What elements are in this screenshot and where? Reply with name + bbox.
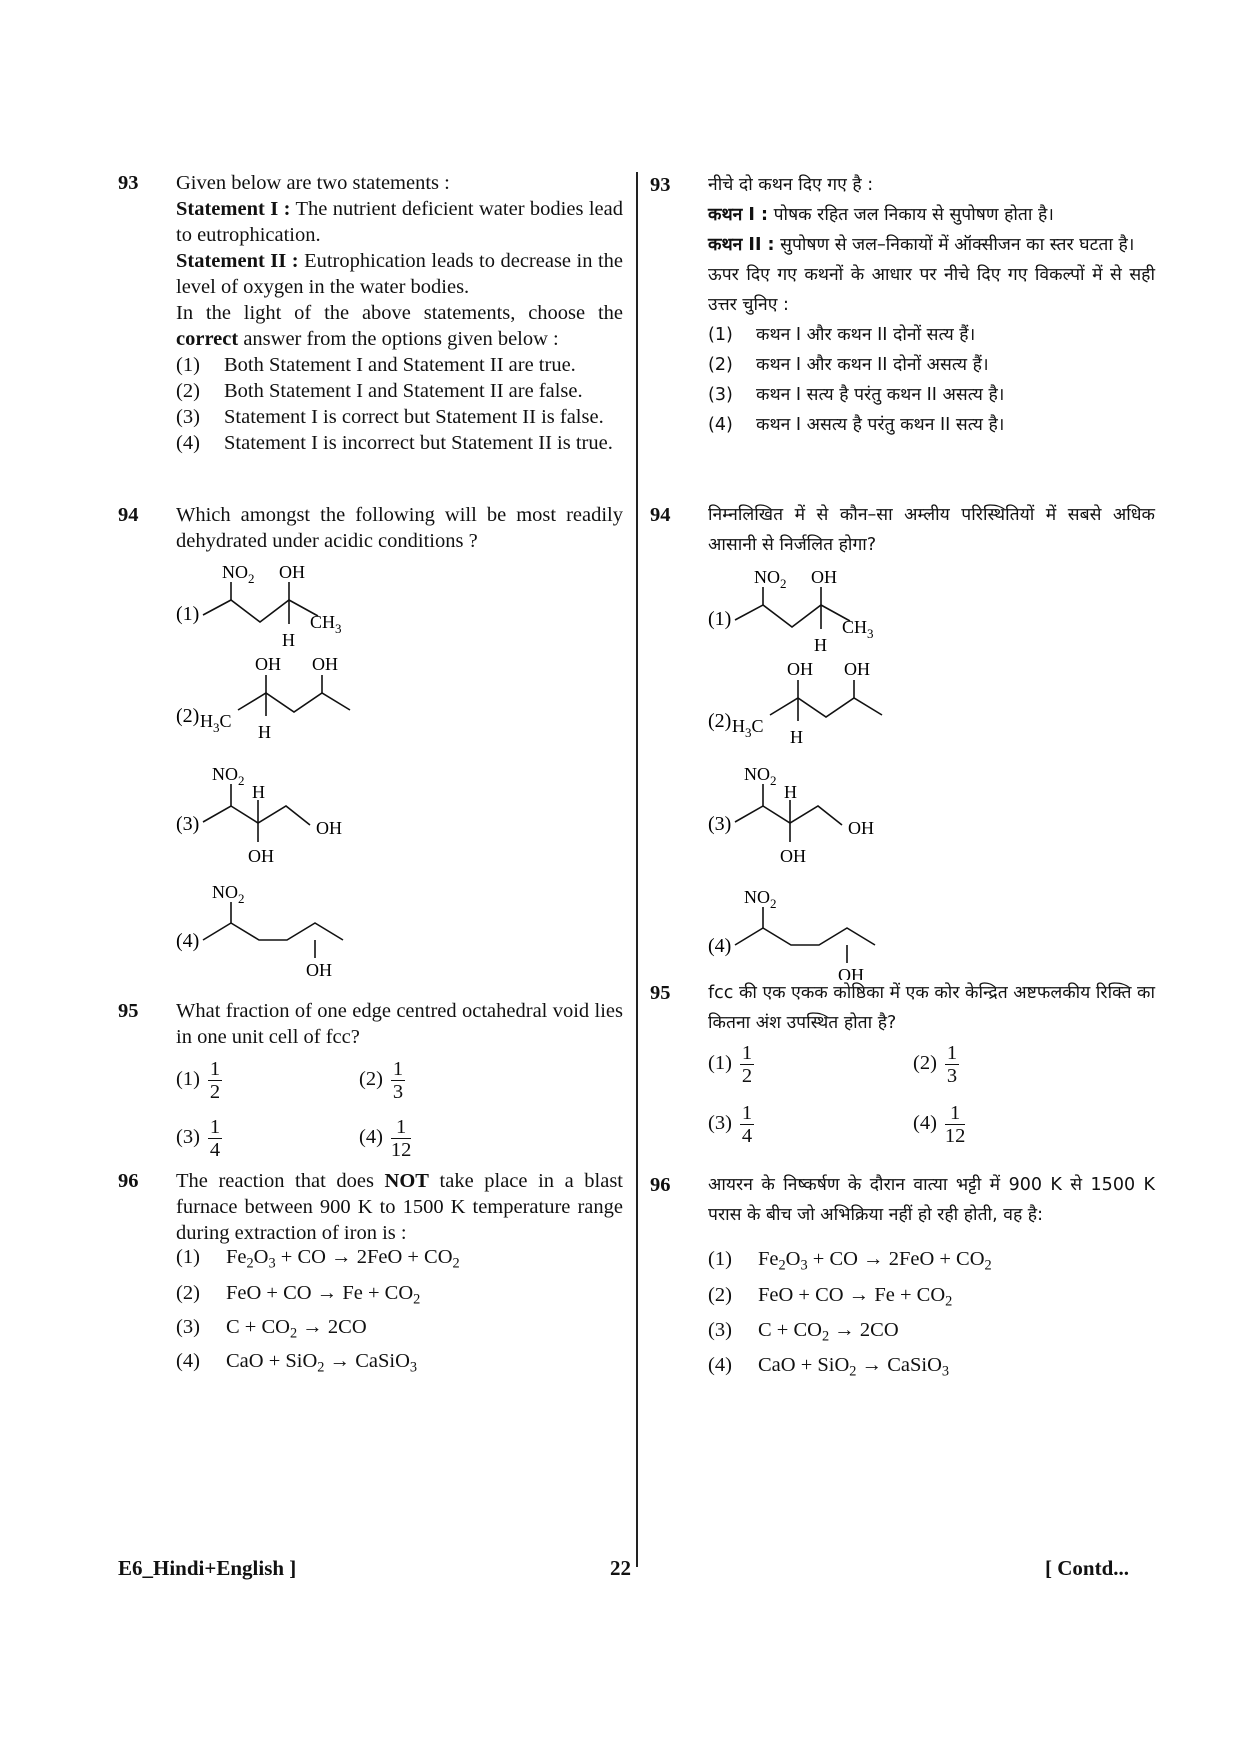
svg-text:OH: OH: [248, 846, 274, 866]
structure-4[interactable]: [708, 887, 875, 980]
question-number: 95: [650, 982, 671, 1004]
structure-1[interactable]: [708, 567, 874, 655]
question-number: 94: [650, 504, 671, 526]
reaction-option-4[interactable]: (4) CaO + SiO$_2$ → CaSiO$_3$: [708, 1354, 950, 1380]
option-1[interactable]: (1) $\frac{1}{2}$: [176, 1058, 221, 1103]
structure-1[interactable]: [176, 562, 342, 650]
option-4[interactable]: (4) कथन I असत्य है परंतु कथन II सत्य है।: [708, 415, 1005, 435]
svg-text:H: H: [784, 782, 797, 802]
option-1[interactable]: (1) $\frac{1}{2}$: [708, 1042, 753, 1087]
svg-text:H: H: [814, 635, 827, 655]
question-number: 96: [118, 1170, 139, 1192]
question-stem: What fraction of one edge centred octahedral void lies in one unit cell of fcc?: [176, 1000, 623, 1048]
reaction-equation: FeO + CO → $Fe + CO_2$: [226, 1282, 421, 1308]
option-1[interactable]: (1) कथन I और कथन II दोनों सत्य हैं।: [708, 325, 976, 345]
svg-text:OH: OH: [306, 960, 332, 980]
question-number: 95: [118, 1000, 139, 1022]
svg-text:NO2: $NO_2$: [754, 567, 787, 591]
option-3[interactable]: (3) $\frac{1}{4}$: [708, 1102, 753, 1147]
svg-text:OH: OH: [811, 567, 837, 587]
svg-text:(1): (1): [708, 608, 732, 630]
question-stem: The reaction that does NOT take place in a blast furnace between 900 K to 1500 K temperature range during extraction of iron is :: [176, 1170, 623, 1244]
option-1[interactable]: (1) Both Statement I and Statement II are true.: [176, 354, 576, 376]
svg-text:(1): (1): [176, 603, 200, 625]
option-4[interactable]: (4) $\frac{1}{12}$: [359, 1116, 412, 1161]
svg-text:OH: OH: [844, 659, 870, 679]
option-2[interactable]: (2) $\frac{1}{3}$: [913, 1042, 958, 1087]
reaction-equation: $Fe_2O_3$ + CO → $2FeO + CO_2$: [226, 1246, 460, 1272]
svg-text:(2): (2): [176, 705, 200, 727]
svg-text:(4): (4): [176, 930, 200, 952]
question-stem: Given below are two statements :: [176, 172, 450, 194]
svg-text:NO2: $NO_2$: [212, 882, 245, 906]
reaction-option-2[interactable]: (2) FeO + CO → $Fe + CO_2$: [708, 1284, 953, 1310]
svg-text:CH3: $CH_3$: [842, 617, 874, 641]
reaction-equation: $C + CO_2 \to 2CO$: [226, 1316, 367, 1342]
svg-text:(2): (2): [708, 710, 732, 732]
structure-2[interactable]: [708, 659, 882, 747]
svg-text:H: H: [258, 722, 271, 742]
question-stem: आयरन के निष्कर्षण के दौरान वात्या भट्टी में 900 K से 1500 K परास के बीच जो अभिक्रिया नहीं हो रही होती, वह है:: [708, 1175, 1155, 1225]
option-3[interactable]: (3) $\frac{1}{4}$: [176, 1116, 221, 1161]
statement-2: Statement II : Eutrophication leads to decrease in the level of oxygen in the water bodies.: [176, 250, 624, 298]
svg-text:(4): (4): [708, 935, 732, 957]
reaction-option-1[interactable]: (1) $Fe_2O_3$ + CO → $2FeO + CO_2$: [176, 1246, 460, 1272]
svg-text:OH: OH: [787, 659, 813, 679]
svg-text:OH: OH: [279, 562, 305, 582]
question-number: 96: [650, 1174, 671, 1196]
question-stem: निम्नलिखित में से कौन–सा अम्लीय परिस्थितियों में सबसे अधिक आसानी से निर्जलित होगा?: [708, 505, 1155, 555]
instruction: ऊपर दिए गए कथनों के आधार पर नीचे दिए गए विकल्पों में से सही उत्तर चुनिए :: [708, 265, 1155, 315]
reaction-option-4[interactable]: (4) CaO + SiO$_2$ → CaSiO$_3$: [176, 1350, 418, 1376]
reaction-equation: $C + CO_2 \to 2CO$: [758, 1319, 899, 1345]
footer-contd: [ Contd...: [1045, 1556, 1130, 1580]
option-2[interactable]: (2) $\frac{1}{3}$: [359, 1058, 404, 1103]
svg-text:OH: OH: [838, 965, 864, 980]
svg-text:OH: OH: [780, 846, 806, 866]
svg-text:OH: OH: [255, 654, 281, 674]
statement-1: Statement I : The nutrient deficient water bodies lead to eutrophication.: [176, 198, 623, 246]
fraction-options-en: [176, 1058, 623, 1178]
structure-4[interactable]: [176, 882, 343, 980]
svg-text:NO2: $NO_2$: [744, 764, 777, 788]
page-number: 22: [610, 1556, 631, 1580]
reaction-equation: CaO + SiO$_2$ → CaSiO$_3$: [758, 1354, 950, 1380]
svg-text:OH: OH: [848, 818, 874, 838]
question-stem: Which amongst the following will be most readily dehydrated under acidic conditions ?: [176, 504, 623, 552]
svg-text:H3C: $H_3C$: [732, 716, 764, 740]
reaction-equation: $Fe_2O_3$ + CO → $2FeO + CO_2$: [758, 1248, 992, 1274]
svg-text:OH: OH: [316, 818, 342, 838]
option-4[interactable]: (4) $\frac{1}{12}$: [913, 1102, 966, 1147]
question-number: 93: [118, 172, 139, 194]
column-divider: [636, 172, 638, 1567]
svg-text:(3): (3): [708, 813, 732, 835]
structure-2[interactable]: [176, 654, 350, 742]
reaction-equation: FeO + CO → $Fe + CO_2$: [758, 1284, 953, 1310]
svg-text:H: H: [790, 727, 803, 747]
reaction-option-3[interactable]: (3) $C + CO_2 \to 2CO$: [708, 1319, 899, 1345]
svg-text:H: H: [252, 782, 265, 802]
structures-en: [158, 550, 418, 980]
structure-3[interactable]: [176, 764, 342, 866]
option-2[interactable]: (2) Both Statement I and Statement II are false.: [176, 380, 583, 402]
option-4[interactable]: (4) Statement I is incorrect but Statement II is true.: [176, 432, 613, 454]
question-stem: fcc की एक एकक कोष्ठिका में एक कोर केन्द्रित अष्टफलकीय रिक्ति का कितना अंश उपस्थित होता है?: [708, 983, 1156, 1033]
svg-text:H3C: $H_3C$: [200, 711, 232, 735]
structures-hi: [690, 560, 950, 980]
fraction-options-hi: [708, 1042, 1155, 1162]
svg-text:OH: OH: [312, 654, 338, 674]
svg-text:NO2: $NO_2$: [222, 562, 255, 586]
question-number: 93: [650, 174, 671, 196]
svg-text:NO2: $NO_2$: [744, 887, 777, 911]
svg-text:NO2: $NO_2$: [212, 764, 245, 788]
statement-2: कथन II : सुपोषण से जल–निकायों में ऑक्सीजन का स्तर घटता है।: [708, 235, 1135, 255]
svg-text:(3): (3): [176, 813, 200, 835]
reaction-option-3[interactable]: (3) $C + CO_2 \to 2CO$: [176, 1316, 367, 1342]
reaction-option-2[interactable]: (2) FeO + CO → $Fe + CO_2$: [176, 1282, 421, 1308]
svg-text:H: H: [282, 630, 295, 650]
question-number: 94: [118, 504, 139, 526]
reaction-option-1[interactable]: (1) $Fe_2O_3$ + CO → $2FeO + CO_2$: [708, 1248, 992, 1274]
footer-paper-code: E6_Hindi+English ]: [118, 1556, 297, 1580]
structure-3[interactable]: [708, 764, 874, 866]
svg-text:CH3: $CH_3$: [310, 612, 342, 636]
option-2[interactable]: (2) कथन I और कथन II दोनों असत्य हैं।: [708, 355, 989, 375]
option-3[interactable]: (3) कथन I सत्य है परंतु कथन II असत्य है।: [708, 385, 1005, 405]
instruction: In the light of the above statements, choose the correct answer from the options given below :: [176, 302, 623, 350]
question-stem: नीचे दो कथन दिए गए है :: [708, 175, 874, 195]
statement-1: कथन I : पोषक रहित जल निकाय से सुपोषण होता है।: [708, 205, 1054, 225]
reaction-equation: CaO + SiO$_2$ → CaSiO$_3$: [226, 1350, 418, 1376]
option-3[interactable]: (3) Statement I is correct but Statement II is false.: [176, 406, 604, 428]
